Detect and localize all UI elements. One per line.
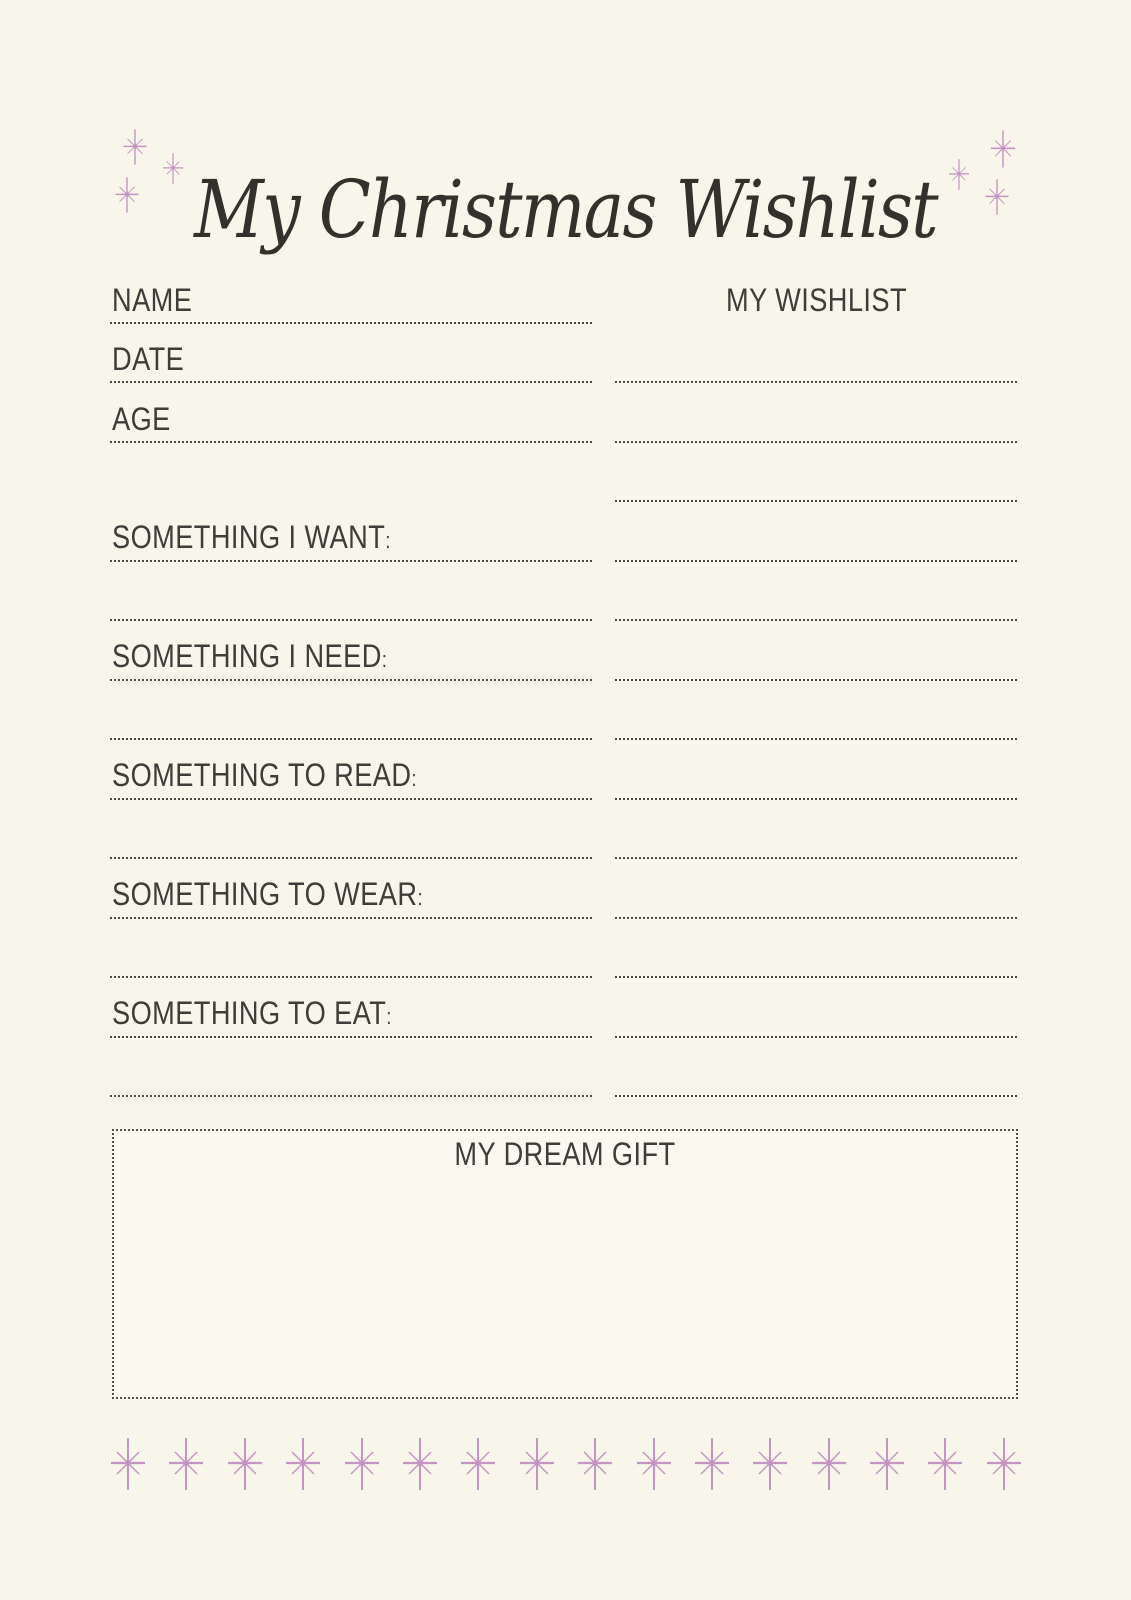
name-input-line[interactable] [110, 322, 593, 324]
something-i-want-line-1[interactable] [110, 560, 593, 562]
sparkle-icon [927, 1436, 963, 1492]
wishlist-line[interactable] [615, 798, 1018, 800]
something-i-want-label [112, 520, 391, 558]
something-to-read-label [112, 758, 417, 796]
something-i-need-label [112, 639, 387, 677]
sparkle-icon [110, 1436, 146, 1492]
sparkle-icon [811, 1436, 847, 1492]
wishlist-line[interactable] [615, 857, 1018, 859]
sparkle-icon [168, 1436, 204, 1492]
something-to-wear-line-1[interactable] [110, 917, 593, 919]
section-label-text: SOMETHING I NEED [112, 638, 382, 674]
sparkle-icon [636, 1436, 672, 1492]
dream-gift-heading: MY DREAM GIFT [454, 1136, 676, 1172]
sparkle-icon [752, 1436, 788, 1492]
sparkle-icon [519, 1436, 555, 1492]
sparkle-row [110, 1436, 1022, 1492]
something-to-read-line-2[interactable] [110, 857, 593, 859]
wishlist-line[interactable] [615, 560, 1018, 562]
wishlist-line[interactable] [615, 1095, 1018, 1097]
something-to-eat-label [112, 996, 392, 1034]
something-to-eat-line-2[interactable] [110, 1095, 593, 1097]
section-label-colon: : [417, 885, 424, 910]
sparkle-icon [285, 1436, 321, 1492]
something-i-need-line-2[interactable] [110, 738, 593, 740]
section-label-colon: : [385, 528, 391, 553]
sparkle-icon [694, 1436, 730, 1492]
name-label: NAME [112, 282, 193, 318]
something-to-wear-line-2[interactable] [110, 976, 593, 978]
sparkle-icon [869, 1436, 905, 1492]
wishlist-line[interactable] [615, 738, 1018, 740]
page-title: My Christmas Wishlist [194, 162, 937, 256]
section-label-colon: : [411, 766, 418, 791]
sparkle-icon [402, 1436, 438, 1492]
section-label-text: SOMETHING TO WEAR [112, 876, 418, 912]
wishlist-line[interactable] [615, 441, 1018, 443]
wishlist-line[interactable] [615, 381, 1018, 383]
section-label-text: SOMETHING I WANT [112, 519, 386, 555]
something-i-need-line-1[interactable] [110, 679, 593, 681]
something-to-wear-label [112, 877, 423, 915]
sparkle-icon [344, 1436, 380, 1492]
dream-gift-box[interactable] [112, 1129, 1018, 1399]
section-label-text: SOMETHING TO EAT [112, 995, 387, 1031]
age-label: AGE [112, 401, 171, 437]
wishlist-line[interactable] [615, 1036, 1018, 1038]
wishlist-line[interactable] [615, 619, 1018, 621]
age-input-line[interactable] [110, 441, 593, 443]
wishlist-line[interactable] [615, 679, 1018, 681]
sparkle-icon [986, 1436, 1022, 1492]
section-label-text: SOMETHING TO READ [112, 757, 412, 793]
something-to-eat-line-1[interactable] [110, 1036, 593, 1038]
wishlist-line[interactable] [615, 917, 1018, 919]
something-to-read-line-1[interactable] [110, 798, 593, 800]
something-i-want-line-2[interactable] [110, 619, 593, 621]
date-input-line[interactable] [110, 381, 593, 383]
section-label-colon: : [381, 647, 388, 672]
sparkle-icon [460, 1436, 496, 1492]
sparkle-icon [577, 1436, 613, 1492]
my-wishlist-heading: MY WISHLIST [726, 282, 907, 318]
wishlist-line[interactable] [615, 500, 1018, 502]
section-label-colon: : [386, 1004, 392, 1029]
wishlist-line[interactable] [615, 976, 1018, 978]
date-label: DATE [112, 341, 185, 377]
sparkle-icon [227, 1436, 263, 1492]
